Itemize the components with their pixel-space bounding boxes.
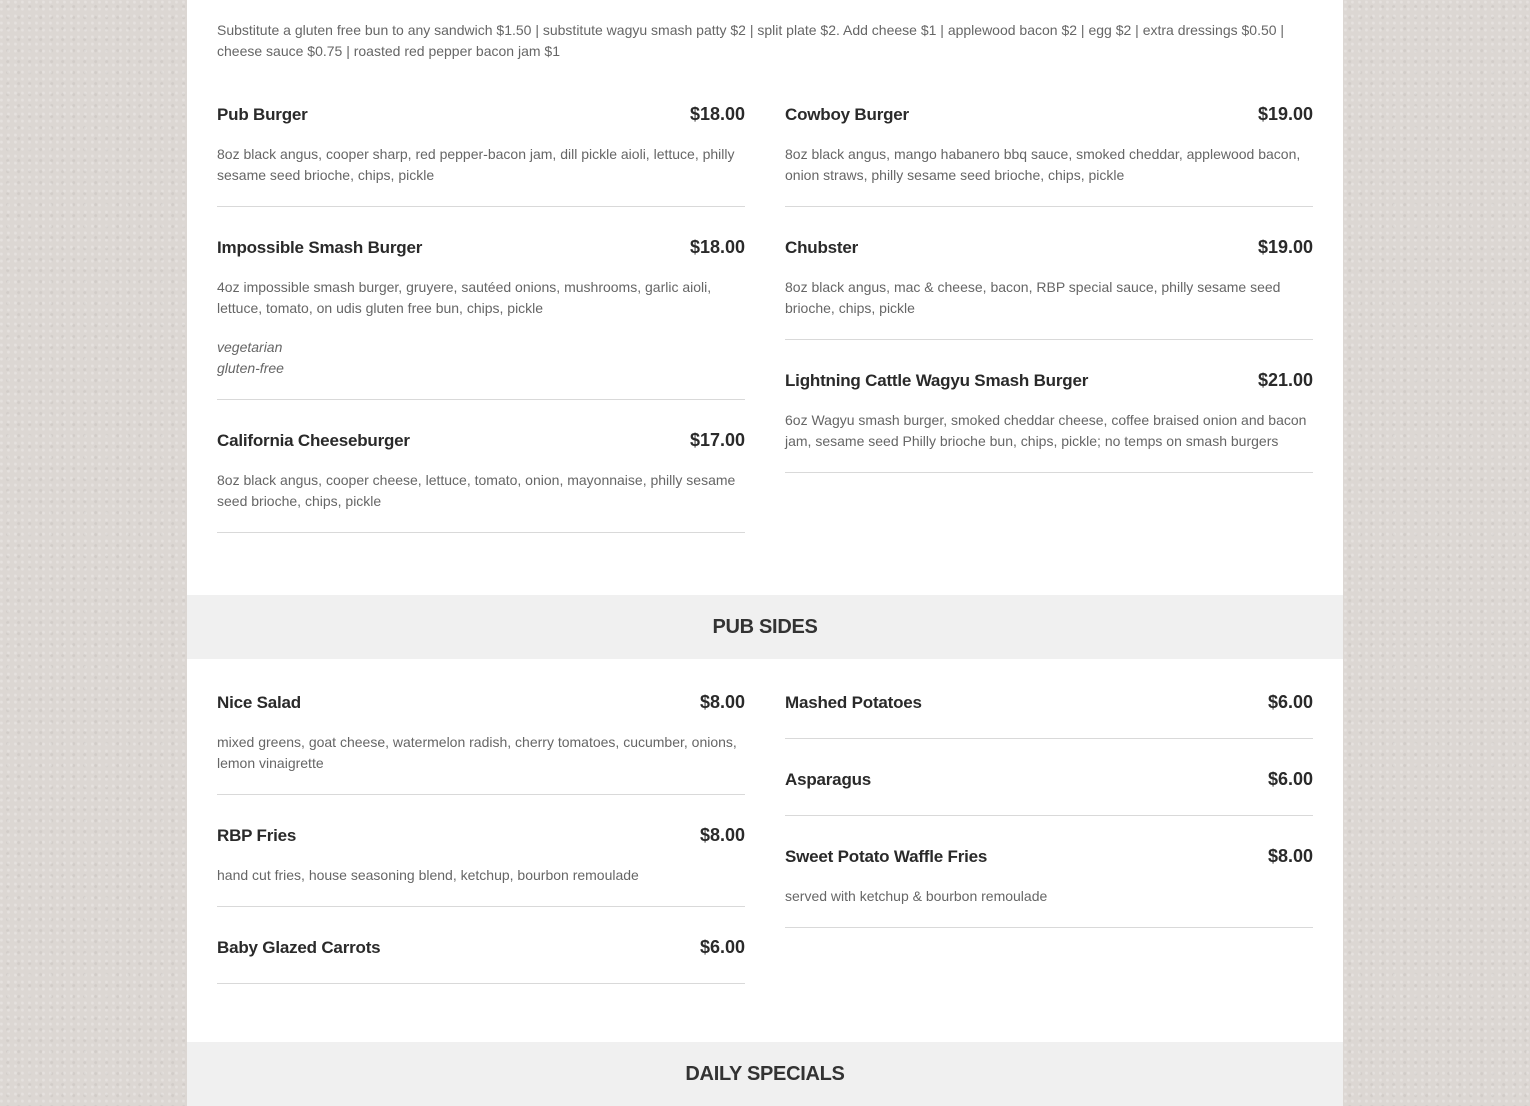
menu-item — [785, 816, 1313, 928]
menu-item — [217, 662, 745, 795]
menu-item — [785, 74, 1313, 207]
menu-panel — [187, 0, 1343, 1103]
burgers-right-column — [785, 74, 1313, 473]
item-description: 8oz black angus, cooper sharp, red pepper-bacon jam, dill pickle aioli, lettuce, philly sesame seed brioche, chips, pickle — [217, 146, 735, 183]
section-header-pub-sides — [187, 595, 1343, 659]
item-name: Mashed Potatoes — [785, 693, 922, 712]
sides-left-column — [217, 662, 745, 984]
item-name: Impossible Smash Burger — [217, 238, 423, 257]
item-name: Cowboy Burger — [785, 105, 909, 124]
item-description: 8oz black angus, mac & cheese, bacon, RBP special sauce, philly sesame seed brioche, chips, pickle — [785, 279, 1281, 316]
burger-substitutions-note: Substitute a gluten free bun to any sandwich $1.50 | substitute wagyu smash patty $2 | split plate $2. Add cheese $1 | applewood bacon $2 | egg $2 | extra dressings $0.50 | cheese sauce $0.75 | roasted red pepper bacon jam $1 — [217, 22, 1285, 59]
item-price: $8.00 — [699, 692, 745, 712]
menu-item — [785, 207, 1313, 340]
item-description: 6oz Wagyu smash burger, smoked cheddar cheese, coffee braised onion and bacon jam, sesame seed Philly brioche bun, chips, pickle; no temps on smash burgers — [785, 412, 1307, 449]
item-description: hand cut fries, house seasoning blend, ketchup, bourbon remoulade — [217, 867, 639, 883]
item-name: Chubster — [785, 238, 859, 257]
tag-vegetarian: vegetarian — [217, 339, 283, 355]
item-price: $18.00 — [689, 237, 745, 257]
item-name: Pub Burger — [217, 105, 308, 124]
item-price: $21.00 — [1257, 370, 1313, 390]
menu-item — [217, 74, 745, 207]
item-name: Asparagus — [785, 770, 872, 789]
item-name: Nice Salad — [217, 693, 301, 712]
item-description: served with ketchup & bourbon remoulade — [785, 888, 1048, 904]
item-price: $6.00 — [1267, 769, 1313, 789]
item-name: California Cheeseburger — [217, 431, 410, 450]
item-description: mixed greens, goat cheese, watermelon radish, cherry tomatoes, cucumber, onions, lemon vinaigrette — [217, 734, 737, 771]
item-name: Sweet Potato Waffle Fries — [785, 847, 988, 866]
section-title: DAILY SPECIALS — [685, 1062, 845, 1085]
item-price: $19.00 — [1257, 104, 1313, 124]
burgers-left-column — [217, 74, 745, 533]
menu-item — [785, 340, 1313, 473]
item-description: 8oz black angus, mango habanero bbq sauce, smoked cheddar, applewood bacon, onion straws, philly sesame seed brioche, chips, pickle — [785, 146, 1301, 183]
item-name: Baby Glazed Carrots — [217, 938, 381, 957]
section-header-daily-specials — [187, 1042, 1343, 1106]
item-description: 8oz black angus, cooper cheese, lettuce, tomato, onion, mayonnaise, philly sesame seed brioche, chips, pickle — [217, 472, 736, 509]
dietary-tags — [217, 337, 745, 379]
menu-item — [785, 739, 1313, 816]
item-price: $19.00 — [1257, 237, 1313, 257]
tag-gluten-free: gluten-free — [217, 360, 284, 376]
menu-item — [217, 795, 745, 907]
item-price: $6.00 — [1267, 692, 1313, 712]
item-price: $8.00 — [1267, 846, 1313, 866]
item-name: Lightning Cattle Wagyu Smash Burger — [785, 371, 1089, 390]
item-price: $8.00 — [699, 825, 745, 845]
item-price: $17.00 — [689, 430, 745, 450]
item-price: $18.00 — [689, 104, 745, 124]
sides-right-column — [785, 662, 1313, 928]
item-name: RBP Fries — [217, 826, 297, 845]
menu-item — [217, 207, 745, 400]
menu-item — [785, 662, 1313, 739]
menu-item — [217, 400, 745, 533]
item-price: $6.00 — [699, 937, 745, 957]
menu-item — [217, 907, 745, 984]
item-description: 4oz impossible smash burger, gruyere, sautéed onions, mushrooms, garlic aioli, lettuce, tomato, on udis gluten free bun, chips, pickle — [217, 279, 712, 316]
section-title: PUB SIDES — [712, 615, 818, 638]
